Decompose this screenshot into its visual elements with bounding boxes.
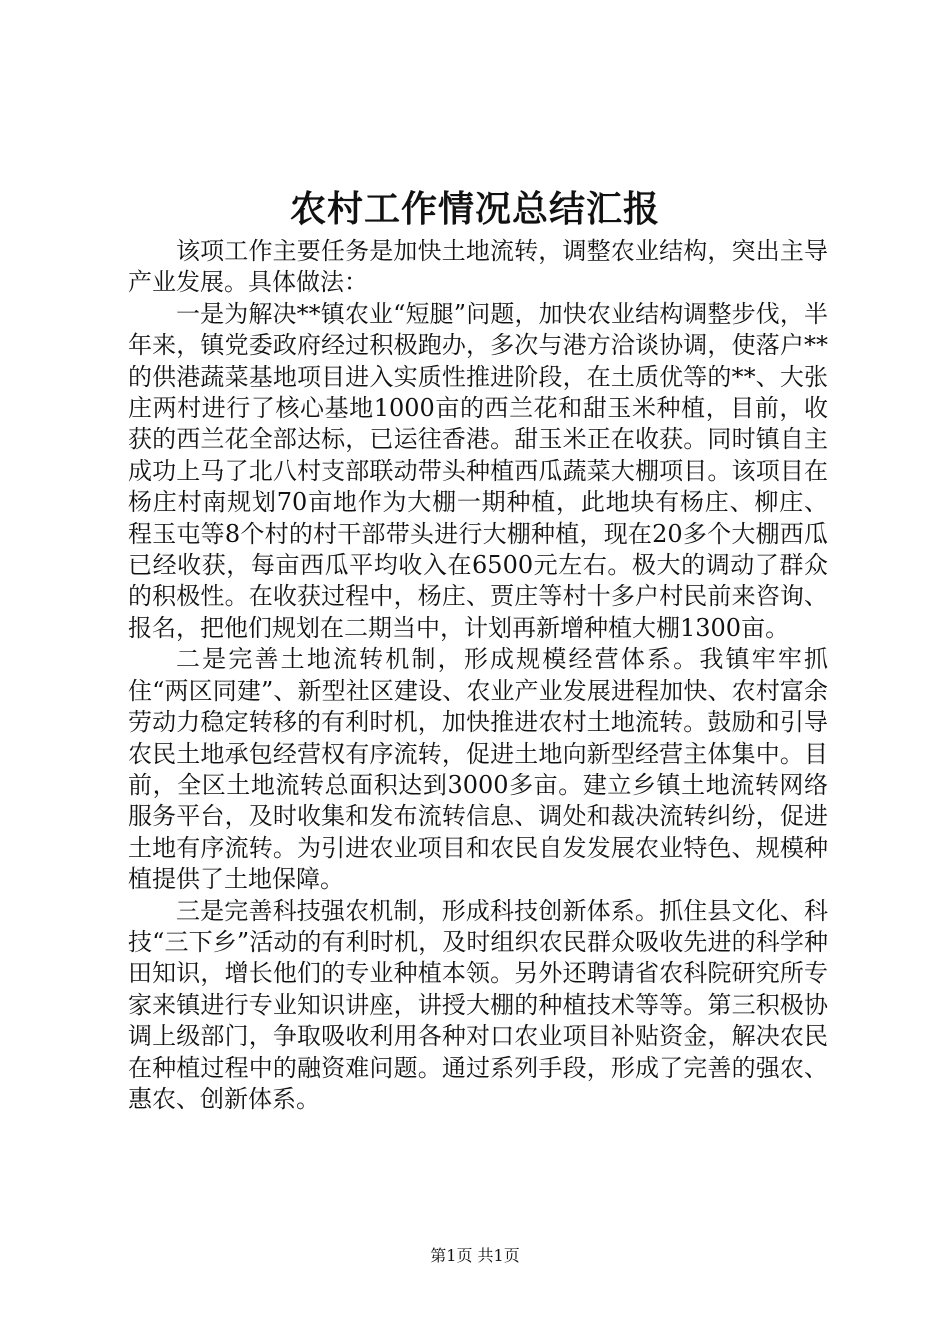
page-footer: 第1页 共1页 [430,1246,520,1265]
paragraph-one: 一是为解决**镇农业“短腿”问题，加快农业结构调整步伐，半年来，镇党委政府经过积极跑办，多次与港方洽谈协调，使落户**的供港蔬菜基地项目进入实质性推进阶段，在土质优等的**、大张庄两村进行了核心基地1000亩的西兰花和甜玉米种植，目前，收获的西兰花全部达标，已运往香港。甜玉米正在收获。同时镇自主成功上马了北八村支部联动带头种植西瓜蔬菜大棚项目。该项目在杨庄村南规划70亩地作为大棚一期种植，此地块有杨庄、柳庄、程玉屯等8个村的村干部带头进行大棚种植，现在20多个大棚西瓜已经收获，每亩西瓜平均收入在6500元左右。极大的调动了群众的积极性。在收获过程中，杨庄、贾庄等村十多户村民前来咨询、报名，把他们规划在二期当中，计划再新增种植大棚1300亩。 [128,299,828,642]
document-title: 农村工作情况总结汇报 [289,188,660,230]
paragraph-two: 二是完善土地流转机制，形成规模经营体系。我镇牢牢抓住“两区同建”、新型社区建设、农业产业发展进程加快、农村富余劳动力稳定转移的有利时机，加快推进农村土地流转。鼓励和引导农民土地承包经营权有序流转，促进土地向新型经营主体集中。目前，全区土地流转总面积达到3000多亩。建立乡镇土地流转网络服务平台，及时收集和发布流转信息、调处和裁决流转纠纷，促进土地有序流转。为引进农业项目和农民自发发展农业特色、规模种植提供了土地保障。 [128,645,828,894]
paragraph-intro: 该项工作主要任务是加快土地流转，调整农业结构，突出主导产业发展。具体做法： [128,237,828,297]
document-body [128,236,828,1115]
paragraph-three: 三是完善科技强农机制，形成科技创新体系。抓住县文化、科技“三下乡”活动的有利时机，及时组织农民群众吸收先进的科学种田知识，增长他们的专业种植本领。另外还聘请省农科院研究所专家来镇进行专业知识讲座，讲授大棚的种植技术等等。第三积极协调上级部门，争取吸收利用各种对口农业项目补贴资金，解决农民在种植过程中的融资难问题。通过系列手段，形成了完善的强农、惠农、创新体系。 [128,896,828,1113]
